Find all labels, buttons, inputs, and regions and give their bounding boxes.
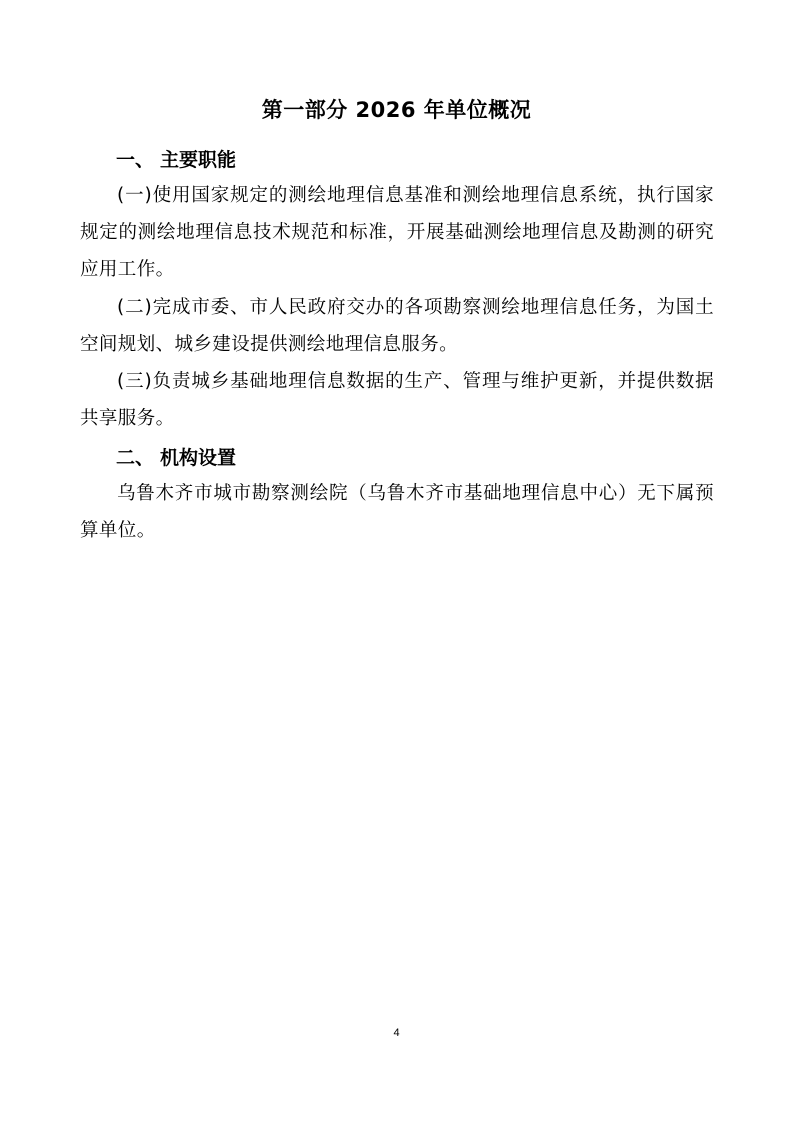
section-number: 一、 xyxy=(116,149,155,171)
section-heading-organization xyxy=(116,446,236,470)
section-heading-text: 机构设置 xyxy=(160,447,237,469)
page-title: 第一部分 2026 年单位概况 xyxy=(261,98,532,122)
section-number: 二、 xyxy=(116,447,155,469)
section-heading-text: 主要职能 xyxy=(160,149,237,171)
paragraph-function-2: (二)完成市委、市人民政府交办的各项勘察测绘地理信息任务，为国土空间规划、城乡建设提供测绘地理信息服务。 xyxy=(80,297,714,355)
paragraph-function-1: (一)使用国家规定的测绘地理信息基准和测绘地理信息系统，执行国家规定的测绘地理信息技术规范和标准，开展基础测绘地理信息及勘测的研究应用工作。 xyxy=(80,185,714,280)
page-number: 4 xyxy=(393,1027,400,1039)
section-heading-functions xyxy=(116,148,236,172)
paragraph-function-3: (三)负责城乡基础地理信息数据的生产、管理与维护更新，并提供数据共享服务。 xyxy=(80,371,714,429)
paragraph-organization: 乌鲁木齐市城市勘察测绘院（乌鲁木齐市基础地理信息中心）无下属预算单位。 xyxy=(80,483,714,541)
